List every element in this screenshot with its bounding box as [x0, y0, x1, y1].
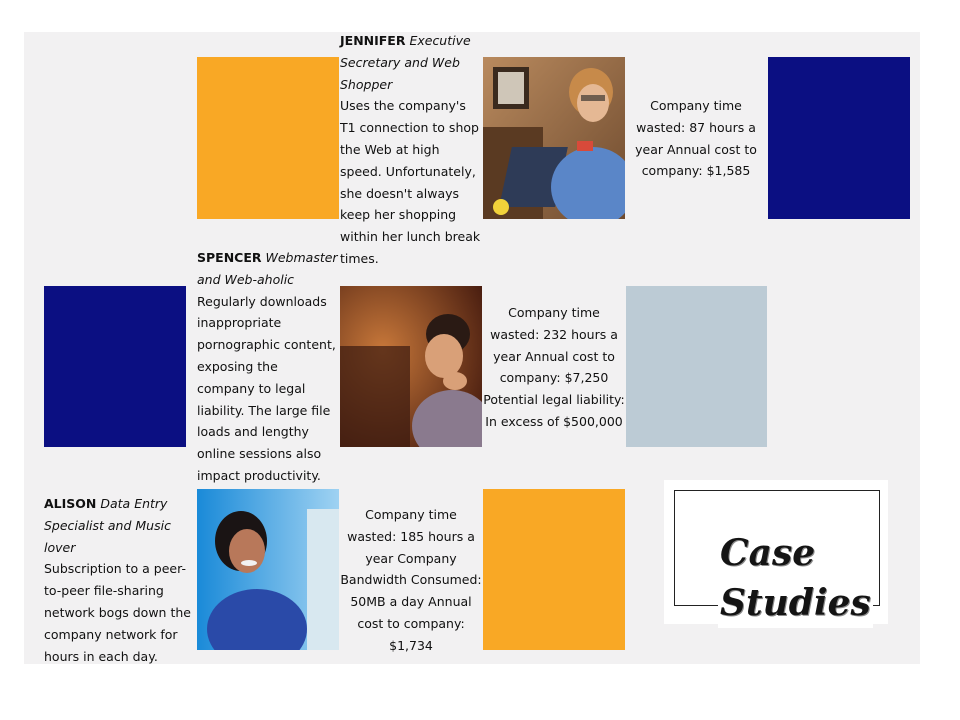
alison-cost: Company time wasted: 185 hours a year Company Bandwidth Consumed: 50MB a day Annual cost to company: $1,734: [340, 507, 482, 653]
gray-block: [626, 286, 767, 447]
spencer-name: SPENCER: [197, 250, 262, 265]
alison-photo: [197, 489, 339, 650]
alison-description: Subscription to a peer-to-peer file-sharing network bogs down the company network for hours in each day.: [44, 561, 191, 664]
jennifer-cost: Company time wasted: 87 hours a year Annual cost to company: $1,585: [635, 98, 757, 179]
spencer-description: Regularly downloads inappropriate pornographic content, exposing the company to legal liability. The large file loads and lengthy online sessions also impact productivity.: [197, 293, 336, 483]
orange-block: [483, 489, 625, 650]
case-studies-title: [718, 528, 873, 628]
orange-block: [197, 57, 339, 219]
case-studies-line1: Case: [720, 532, 816, 574]
jennifer-text: [340, 30, 484, 270]
navy-block: [44, 286, 186, 447]
spencer-role: Webmaster and Web-aholic: [197, 250, 338, 287]
alison-role: Data Entry Specialist and Music lover: [44, 496, 171, 555]
jennifer-description: Uses the company's T1 connection to shop the Web at high speed. Unfortunately, she doesn't always keep her shopping within her lunch break times.: [340, 98, 481, 266]
spencer-cost: Company time wasted: 232 hours a year Annual cost to company: $7,250 Potential legal liability: In excess of $500,000: [483, 305, 625, 429]
spencer-text: [197, 247, 339, 487]
spencer-photo: [340, 286, 482, 447]
case-studies-line2: Studies: [720, 582, 871, 624]
navy-block: [768, 57, 910, 219]
jennifer-photo: [483, 57, 625, 219]
alison-name: ALISON: [44, 496, 97, 511]
alison-text: [44, 493, 196, 667]
jennifer-name: JENNIFER: [340, 33, 406, 48]
jennifer-role: Executive Secretary and Web Shopper: [340, 33, 471, 92]
